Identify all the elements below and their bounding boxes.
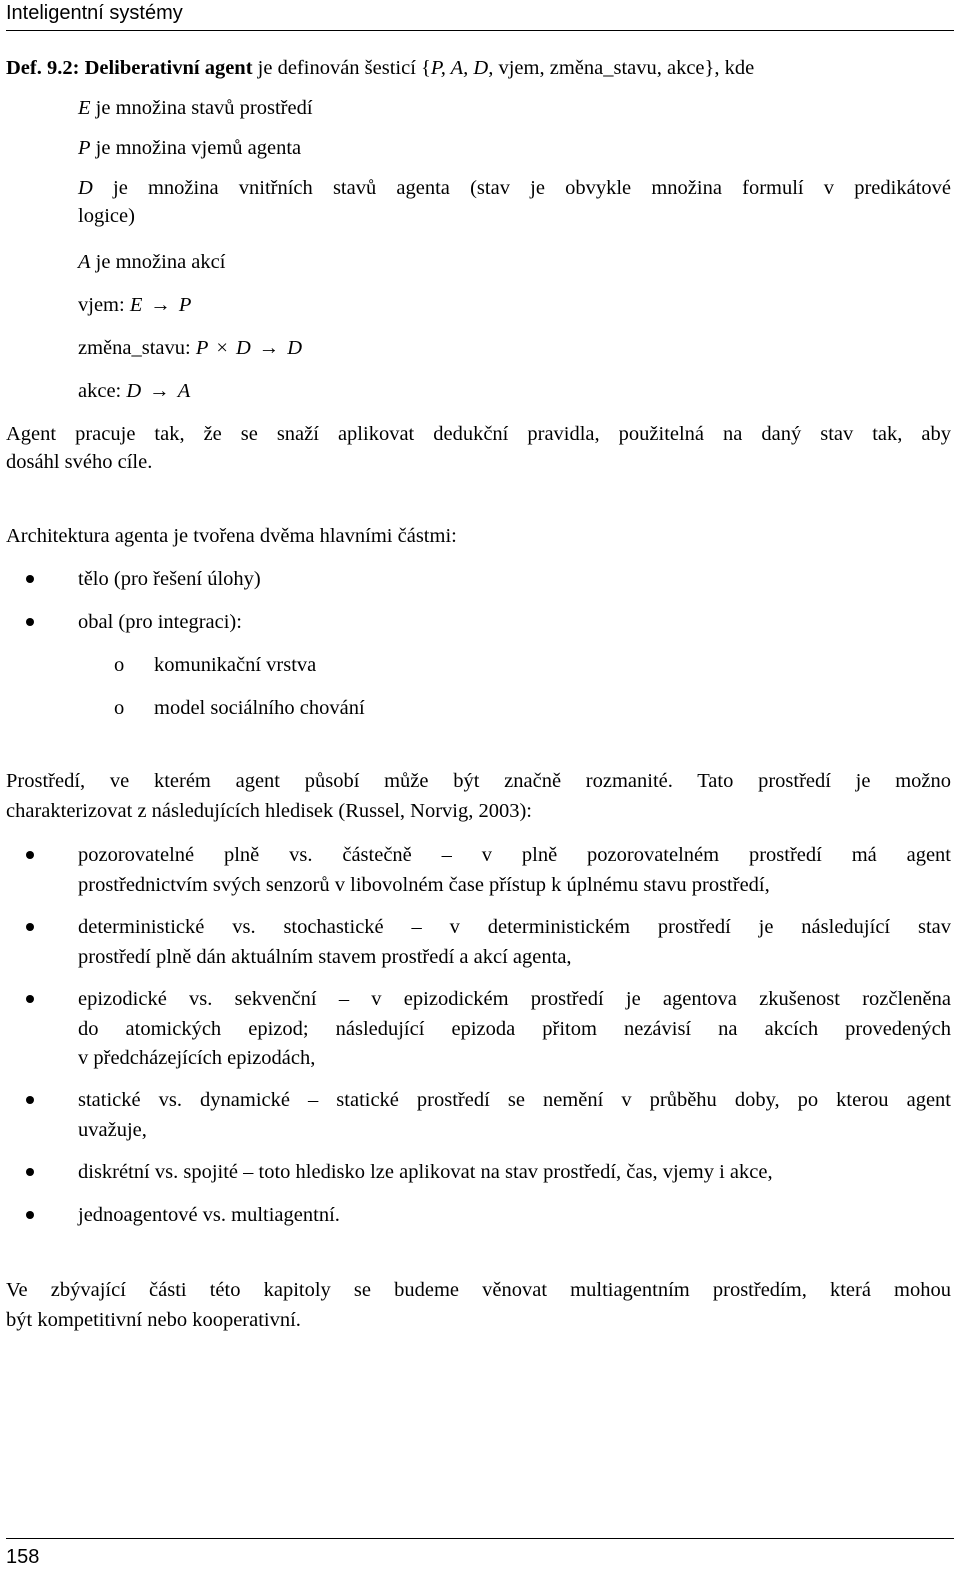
definition-tuple-rest: vjem, změna_stavu, akce}, kde [498,57,755,79]
vjem-mapping [6,291,951,334]
zmena-p: P [195,337,209,359]
list-item [6,985,951,1086]
vjem-to: P [178,294,192,316]
environment-intro-text-1: Prostředí, ve kterém agent působí může být značně rozmanité. Tato prostředí je možno [6,770,951,792]
definition-term: Deliberativní agent [84,57,253,79]
sub-item-text: model sociálního chování [154,697,365,719]
definition-intro: je definován šesticí { [257,57,431,79]
def-a-line [6,248,951,291]
vjem-from: E [129,294,143,316]
def-e-line [6,94,951,134]
akce-to: A [177,380,191,402]
sub-list-item [6,694,951,767]
closing-paragraph-1 [6,1276,951,1306]
circle-bullet-icon: o [114,654,125,676]
agent-paragraph-2 [6,448,951,522]
environment-item-line: jednoagentové vs. multiagentní. [78,1204,340,1226]
closing-paragraph-2 [6,1306,951,1336]
vjem-label: vjem: [78,294,125,316]
bullet-icon [26,1168,34,1176]
list-item [6,1201,951,1276]
bullet-icon [26,618,34,626]
def-d-text-2: logice) [78,205,135,227]
architecture-intro [6,522,951,565]
arrow-icon: → [150,294,171,316]
environment-item-line: v předcházejících epizodách, [78,1047,316,1070]
list-item [6,565,951,608]
akce-from: D [126,380,142,402]
closing-text-2: být kompetitivní nebo kooperativní. [6,1309,301,1331]
environment-intro-1 [6,767,951,797]
var-a: A [78,251,91,273]
zmena-to: D [287,337,303,359]
list-item [6,841,951,913]
environment-item-line: epizodické vs. sekvenční – v epizodickém prostředí je agentova zkušenost rozčleněna [78,988,951,1010]
architecture-intro-text: Architektura agenta je tvořena dvěma hlavními částmi: [6,525,457,547]
definition-tuple: P, A, D, [430,57,494,79]
closing-text-1: Ve zbývající části této kapitoly se budeme věnovat multiagentním prostředím, která mohou [6,1279,951,1301]
environment-item-line: pozorovatelné plně vs. částečně – v plně pozorovatelném prostředí má agent [78,844,951,866]
list-item [6,1158,951,1201]
environment-intro-2 [6,797,951,841]
def-a-text: je množina akcí [95,251,226,273]
arrow-icon: → [149,380,170,402]
sub-list-item [6,651,951,694]
environment-item-line: prostřednictvím svých senzorů v libovolném čase přístup k úplnému stavu prostředí, [78,873,770,896]
bullet-icon [26,1096,34,1104]
def-d-line [6,174,951,202]
environment-item-line: diskrétní vs. spojité – toto hledisko lze aplikovat na stav prostředí, čas, vjemy i akce, [78,1161,773,1183]
times-icon: × [216,337,228,359]
akce-mapping [6,377,951,420]
var-e: E [78,97,91,119]
definition-label: Def. 9.2: [6,57,80,79]
page-body [6,54,951,1336]
def-p-line [6,134,951,174]
environment-item-line: deterministické vs. stochastické – v deterministickém prostředí je následující stav [78,916,951,938]
var-d: D [78,177,93,199]
environment-item-line: do atomických epizod; následující epizoda přitom nezávisí na akcích provedených [78,1017,951,1040]
arrow-icon: → [258,337,280,359]
def-p-text: je množina vjemů agenta [95,137,302,159]
agent-text-1: Agent pracuje tak, že se snaží aplikovat dedukční pravidla, použitelná na daný stav tak, aby [6,423,951,445]
architecture-item-text: obal (pro integraci): [78,611,242,633]
circle-bullet-icon: o [114,697,125,719]
running-header [6,0,954,31]
def-d-line-2 [6,202,951,248]
sub-item-text: komunikační vrstva [154,654,317,676]
agent-text-2: dosáhl svého cíle. [6,451,153,473]
definition-heading [6,54,951,94]
bullet-icon [26,1211,34,1219]
environment-item-line: prostředí plně dán aktuálním stavem prostředí a akcí agenta, [78,945,572,968]
header-title: Inteligentní systémy [6,2,183,24]
var-p: P [78,137,91,159]
list-item [6,913,951,985]
bullet-icon [26,923,34,931]
page-number: 158 [6,1546,40,1568]
bullet-icon [26,851,34,859]
bullet-icon [26,995,34,1003]
list-item [6,608,951,651]
zmena-mapping [6,334,951,377]
def-e-text: je množina stavů prostředí [95,97,313,119]
akce-label: akce: [78,380,122,402]
def-d-text: je množina vnitřních stavů agenta (stav je obvykle množina formulí v predikátové [113,177,951,199]
environment-item-line: uvažuje, [78,1118,147,1141]
architecture-item-text: tělo (pro řešení úlohy) [78,568,261,590]
list-item [6,1086,951,1158]
footer-rule [6,1538,954,1539]
zmena-label: změna_stavu: [78,337,191,359]
agent-paragraph-1 [6,420,951,448]
environment-item-line: statické vs. dynamické – statické prostředí se nemění v průběhu doby, po kterou agent [78,1089,951,1111]
environment-intro-text-2: charakterizovat z následujících hledisek (Russel, Norvig, 2003): [6,800,533,822]
bullet-icon [26,575,34,583]
zmena-d: D [235,337,251,359]
